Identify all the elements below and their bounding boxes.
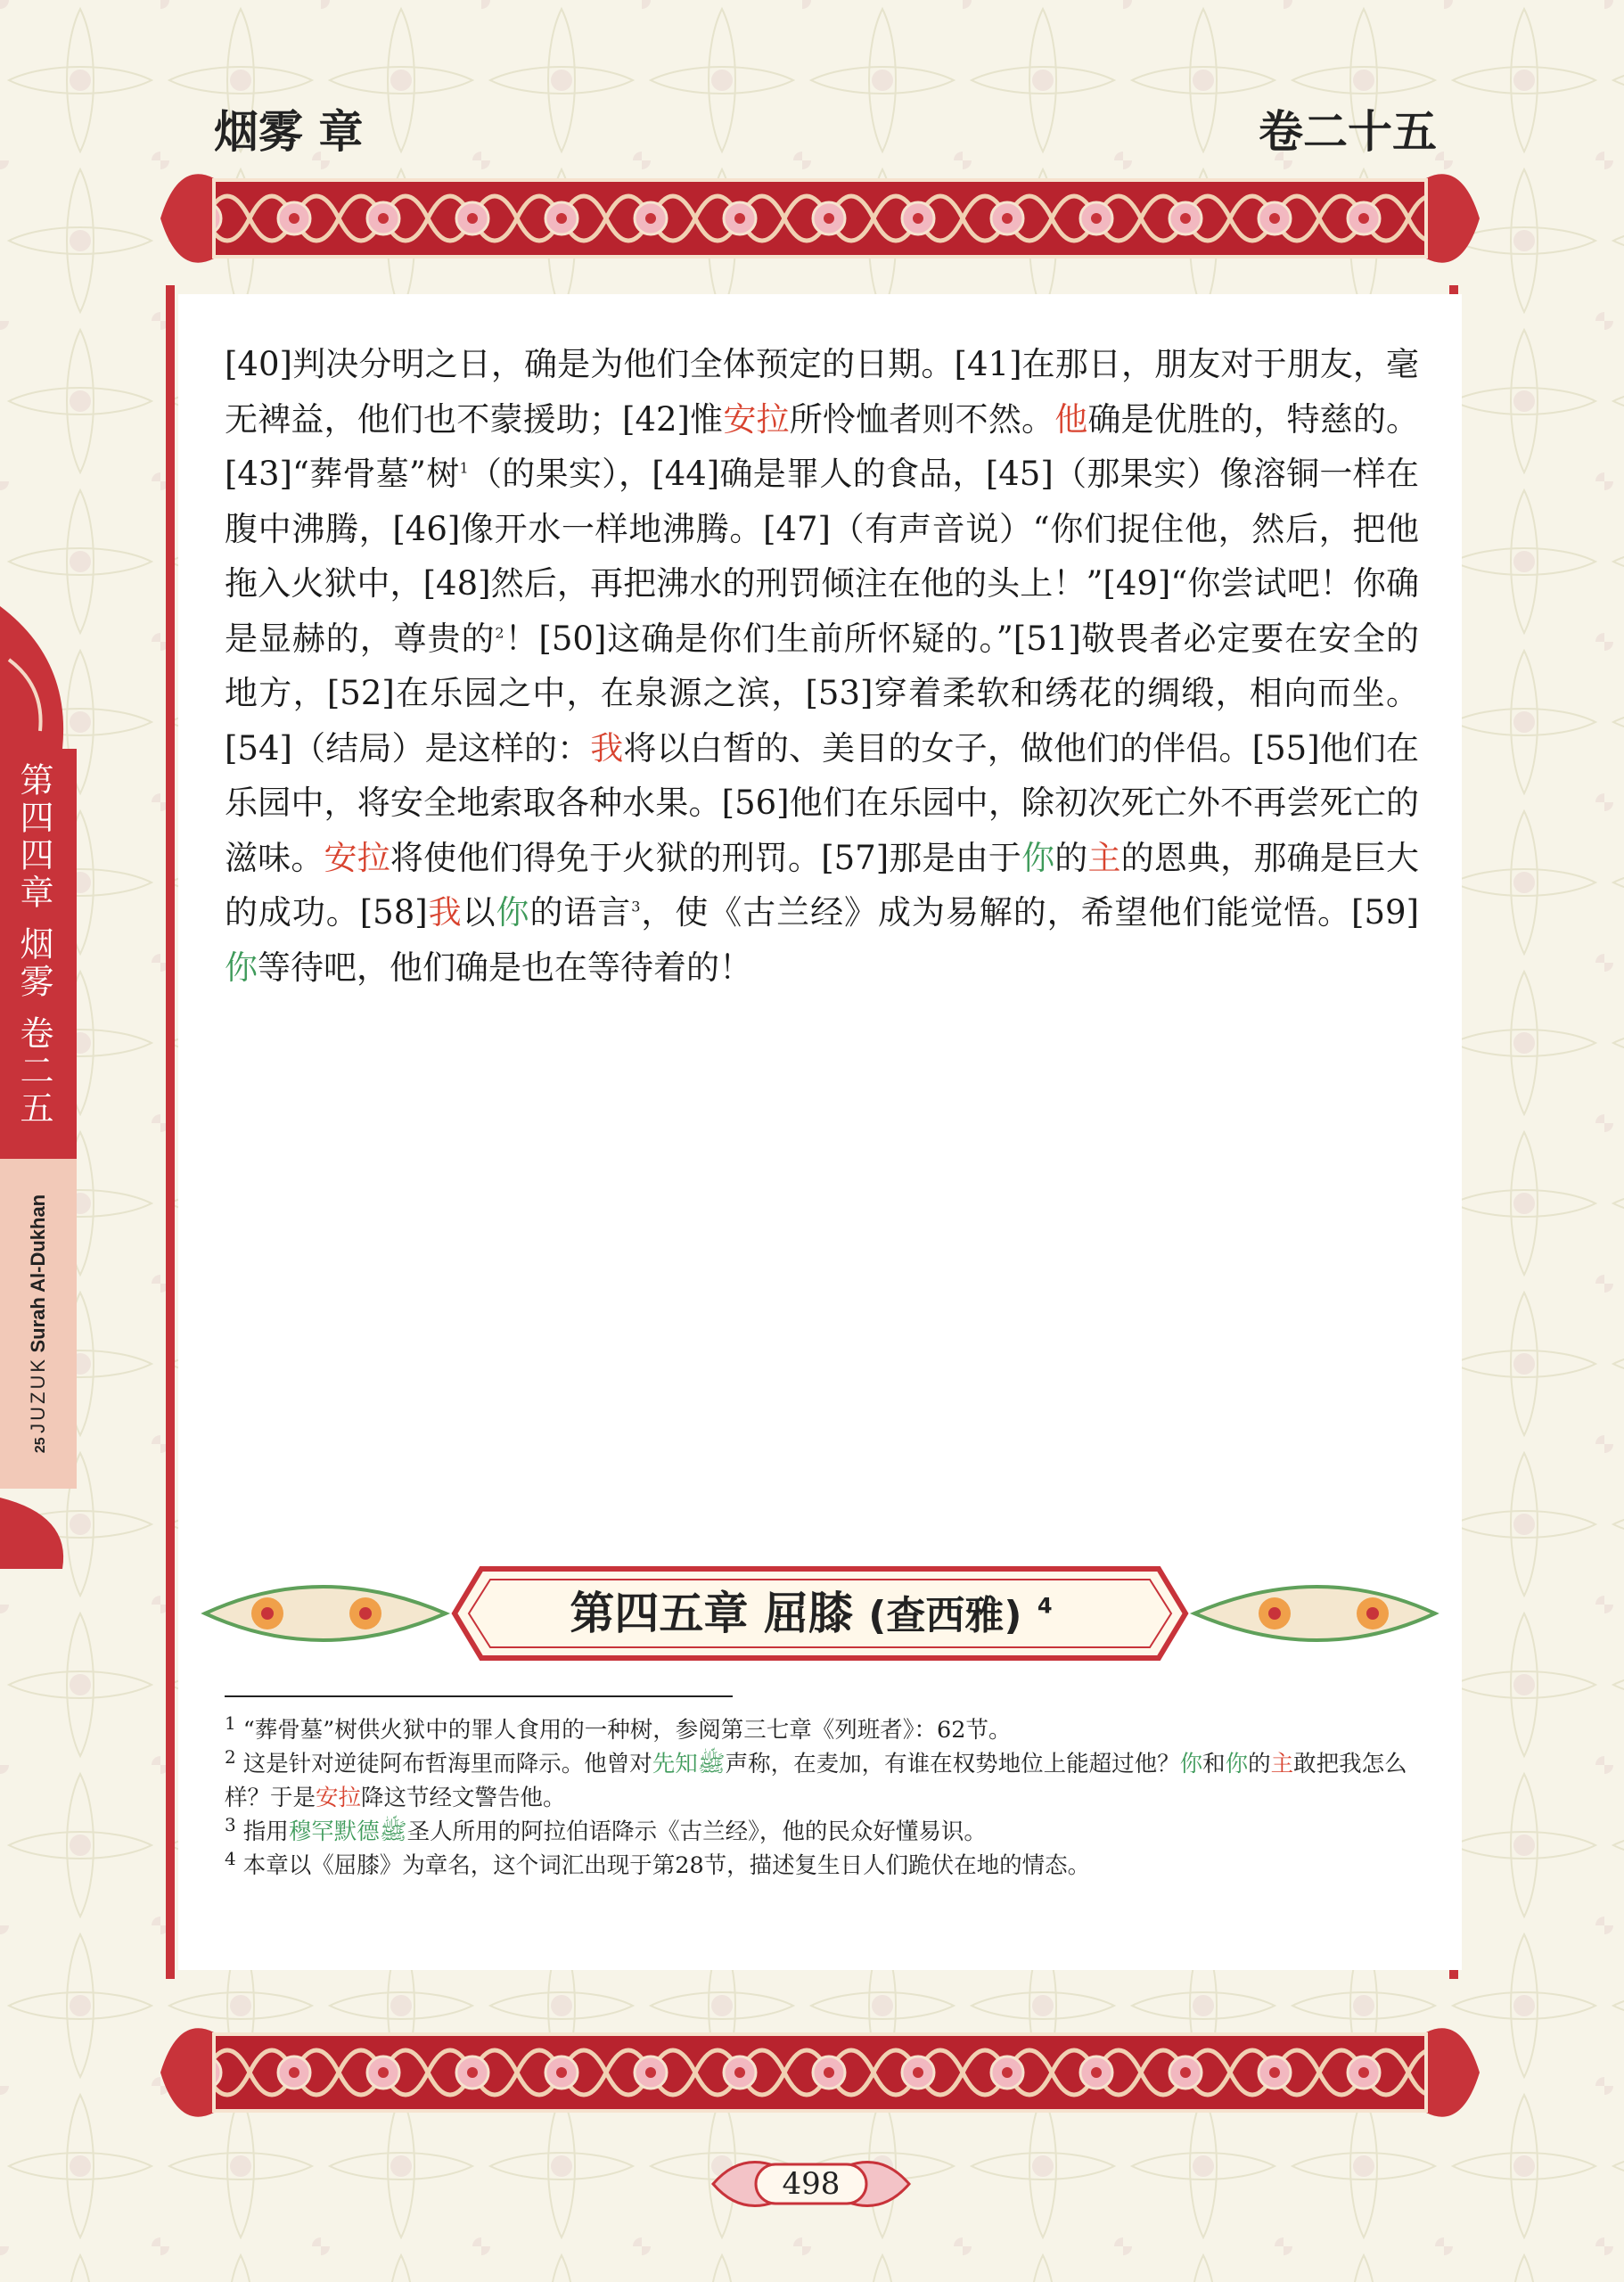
running-header-juz: 卷二十五 [1259,105,1437,158]
footnotes [225,1713,1419,1883]
text-run: 等待吧，他们确是也在等待着的！ [258,948,752,987]
surah-name: Surah Al-Dukhan [27,1194,49,1353]
text-run: 确是优胜的，特慈的。[43]“葬骨墓”树 [225,399,1420,493]
text-run: 所怜恤者则不然。 [789,399,1055,439]
verses-paragraph [225,337,1419,995]
highlighted-word: ﷺ [697,1751,726,1777]
highlighted-word: 穆罕默德 [288,1818,380,1845]
footnote-number: 3 [225,1813,236,1835]
chapter-note-ref: 4 [1037,1593,1053,1619]
side-tab-chinese: 第四四章 烟雾 卷二五 [14,762,53,1129]
highlighted-word: 你 [1225,1751,1249,1777]
footnote-number: 2 [225,1745,236,1768]
text-run: 降这节经文警告他。 [361,1785,566,1811]
frame-left-border [166,285,175,1979]
footnote-ref: 3 [631,898,641,915]
text-run: 将以白皙的、美目的女子，做他们的伴侣。[55]他们在乐园中，将安全地索取各种水果。[56]他们在乐园中，除初次死亡外不再尝死亡的滋味。 [225,728,1420,877]
footnote-item [225,1815,1419,1849]
text-run: 的 [1248,1751,1271,1777]
footnote-ref: 1 [459,459,469,477]
footnote-item [225,1849,1419,1883]
chapter-subtitle: (查西雅) [868,1593,1022,1638]
text-run: 这是针对逆徒阿布哲海里而降示。他曾对 [242,1751,652,1777]
text-run: 的 [1054,838,1088,877]
text-run: 和 [1202,1751,1226,1777]
text-run: 的恩典，那确是巨大的成功。[58] [225,838,1420,932]
highlighted-word: 先知 [652,1751,698,1777]
text-run: [40]判决分明之日，确是为他们全体预定的日期。[41]在那日，朋友对于朋友，毫无裨益，他们也不蒙援助；[42]惟 [225,345,1419,439]
highlighted-word: 安拉 [723,399,790,439]
running-header-chapter: 烟雾 章 [214,105,364,158]
text-run: （的果实），[44]确是罪人的食品，[45]（那果实）像溶铜一样在腹中沸腾，[46]像开水一样地沸腾。[47]（有声音说）“你们捉住他，然后，把他拖入火狱中，[48]然后，再把沸水的刑罚倾注在他的头上！”[49]“你尝试吧！你确是显赫的，尊贵的 [225,455,1419,658]
text-run: 的语言 [529,893,632,932]
highlighted-word: 主 [1087,838,1121,877]
text-run: 敢把我怎么样？于是 [225,1751,1407,1811]
top-ornament-band [160,160,1480,276]
highlighted-word: 我 [590,728,624,768]
highlighted-word: 你 [1179,1751,1203,1777]
juz-label: JUZUK [27,1356,49,1433]
chapter-title-text: 第四五章 屈膝 [570,1588,853,1639]
text-run: 以 [462,893,496,932]
highlighted-word: 安拉 [324,838,390,877]
text-run: 圣人所用的阿拉伯语降示《古兰经》，他的民众好懂易识。 [406,1818,987,1845]
footnote-ref: 2 [495,624,504,642]
footnote-item [225,1747,1419,1815]
page-number: 498 [782,2166,841,2202]
text-run: 声称，在麦加，有谁在权势地位上能超过他？ [725,1751,1180,1777]
juz-number: 25 [33,1437,48,1454]
text-run: 本章以《屈膝》为章名，这个词汇出现于第28节，描述复生日人们跪伏在地的情态。 [242,1852,1091,1879]
highlighted-word: 他 [1054,399,1088,439]
text-run: 指用 [242,1818,289,1845]
text-run: ！[50]这确是你们生前所怀疑的。”[51]敬畏者必定要在安全的地方，[52]在乐园之中，在泉源之滨，[53]穿着柔软和绣花的绸缎，相向而坐。[54]（结局）是这样的： [225,619,1419,768]
bottom-ornament-band [160,2015,1480,2130]
highlighted-word: 你 [1021,838,1055,877]
highlighted-word: 你 [225,948,258,987]
highlighted-word: 你 [496,893,530,932]
footnote-item [225,1713,1419,1747]
highlighted-word: 我 [427,893,463,932]
chapter-title [463,1571,1159,1656]
side-tab-latin [0,1159,77,1489]
footnote-divider [225,1695,733,1697]
text-run: 将使他们得免于火狱的刑罚。[57]那是由于 [390,838,1022,877]
footnote-number: 4 [225,1847,236,1869]
text-run: “葬骨墓”树供火狱中的罪人食用的一种树，参阅第三七章《列班者》：62节。 [242,1717,1012,1744]
highlighted-word: ﷺ [379,1818,407,1845]
text-run: ，使《古兰经》成为易解的，希望他们能觉悟。[59] [640,893,1420,932]
highlighted-word: 主 [1270,1751,1294,1777]
footnote-number: 1 [225,1712,236,1734]
highlighted-word: 安拉 [316,1785,362,1811]
